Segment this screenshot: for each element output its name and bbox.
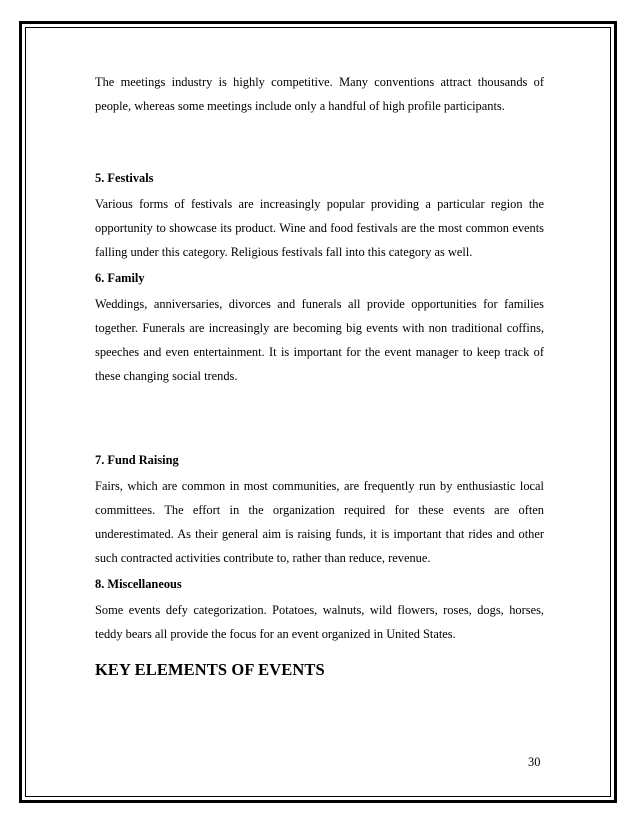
spacer [95,388,544,436]
section-heading-miscellaneous: 8. Miscellaneous [95,577,182,591]
section-heading-festivals: 5. Festivals [95,171,154,185]
section-heading-fund-raising: 7. Fund Raising [95,453,179,467]
intro-paragraph: The meetings industry is highly competitive. Many conventions attract thousands of people, whereas some meetings include only a handful of high profile participants. [95,75,544,113]
page-content [95,70,544,682]
section-body-festivals: Various forms of festivals are increasingly popular providing a particular region the opportunity to showcase its product. Wine and food festivals are the most common events falling under this category. Religious festivals fall into this category as well. [95,197,544,259]
section-body-family: Weddings, anniversaries, divorces and funerals all provide opportunities for families together. Funerals are increasingly are becoming big events with non traditional coffins, speeches and even entertainment. It is important for the event manager to keep track of these changing social trends. [95,297,544,383]
spacer [95,118,544,166]
section-heading-family: 6. Family [95,271,145,285]
section-body-miscellaneous: Some events defy categorization. Potatoes, walnuts, wild flowers, roses, dogs, horses, teddy bears all provide the focus for an event organized in United States. [95,603,544,641]
main-heading: KEY ELEMENTS OF EVENTS [95,660,325,679]
section-body-fund-raising: Fairs, which are common in most communities, are frequently run by enthusiastic local committees. The effort in the organization required for these events are often underestimated. As their general aim is raising funds, it is important that rides and other such contracted activities contribute to, rather than reduce, revenue. [95,479,544,565]
page-number: 30 [528,755,541,769]
